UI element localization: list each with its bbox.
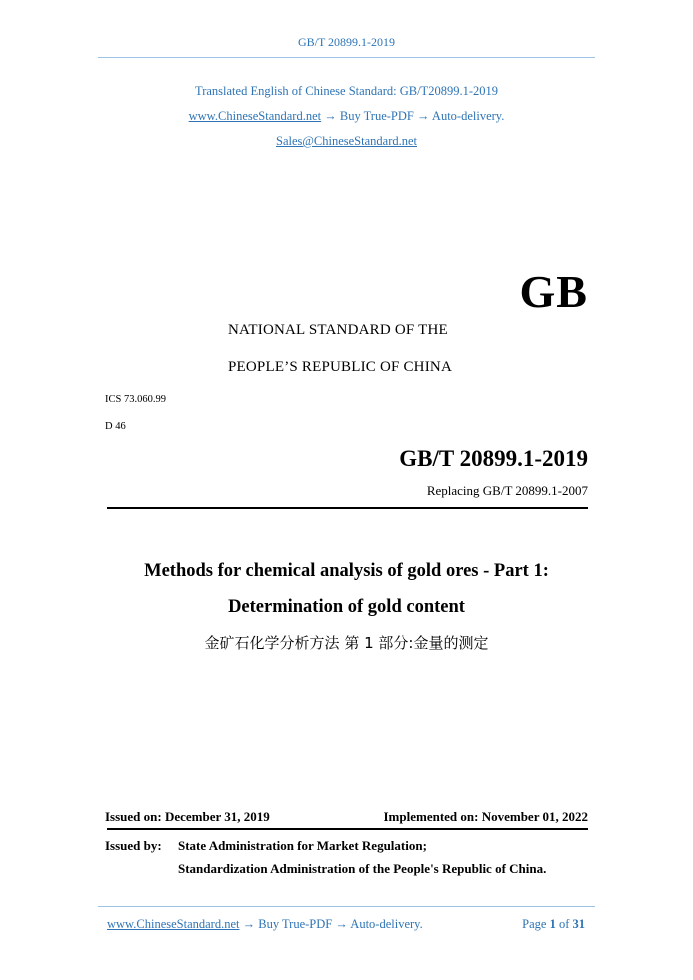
footer-purchase-text: → Buy True-PDF → Auto-delivery. xyxy=(239,917,423,931)
chinese-title: 金矿石化学分析方法 第 1 部分:金量的测定 xyxy=(204,634,489,652)
header-rule xyxy=(98,57,595,58)
purchase-line xyxy=(0,109,693,124)
national-standard-line1: NATIONAL STANDARD OF THE xyxy=(228,322,448,338)
page-number xyxy=(522,917,585,932)
purchase-text: → Buy True-PDF → Auto-delivery. xyxy=(321,109,505,123)
standard-code: GB/T 20899.1-2019 xyxy=(399,446,588,471)
title-line1: Methods for chemical analysis of gold ores - Part 1: xyxy=(144,561,549,581)
implemented-on: Implemented on: November 01, 2022 xyxy=(383,809,588,824)
cover-rule xyxy=(107,507,588,509)
title-line2: Determination of gold content xyxy=(228,597,465,617)
issuer-2: Standardization Administration of the People's Republic of China. xyxy=(178,861,547,876)
translation-notice: Translated English of Chinese Standard: GB/T20899.1-2019 xyxy=(195,84,498,98)
footer-website-link[interactable]: www.ChineseStandard.net xyxy=(107,917,240,931)
issue-rule xyxy=(107,828,588,830)
replacing-standard: Replacing GB/T 20899.1-2007 xyxy=(426,483,588,498)
page-current: 1 xyxy=(549,917,556,931)
issued-by-label: Issued by: xyxy=(105,838,162,853)
sales-email-link[interactable]: Sales@ChineseStandard.net xyxy=(276,134,417,148)
national-standard-line2: PEOPLE’S REPUBLIC OF CHINA xyxy=(228,359,452,375)
footer-purchase-line xyxy=(107,917,423,932)
footer-rule xyxy=(98,906,595,907)
page-total: 31 xyxy=(572,917,585,931)
page-word: Page xyxy=(522,917,547,931)
running-header: GB/T 20899.1-2019 xyxy=(297,35,396,49)
website-link[interactable]: www.ChineseStandard.net xyxy=(188,109,322,123)
ics-code: ICS 73.060.99 xyxy=(105,394,166,405)
gb-logo: GB xyxy=(519,266,588,317)
email-line xyxy=(0,134,693,149)
ccs-code: D 46 xyxy=(105,421,126,432)
issuer-1: State Administration for Market Regulation; xyxy=(178,838,427,853)
page-of: of xyxy=(558,917,570,931)
issued-on: Issued on: December 31, 2019 xyxy=(105,809,270,824)
